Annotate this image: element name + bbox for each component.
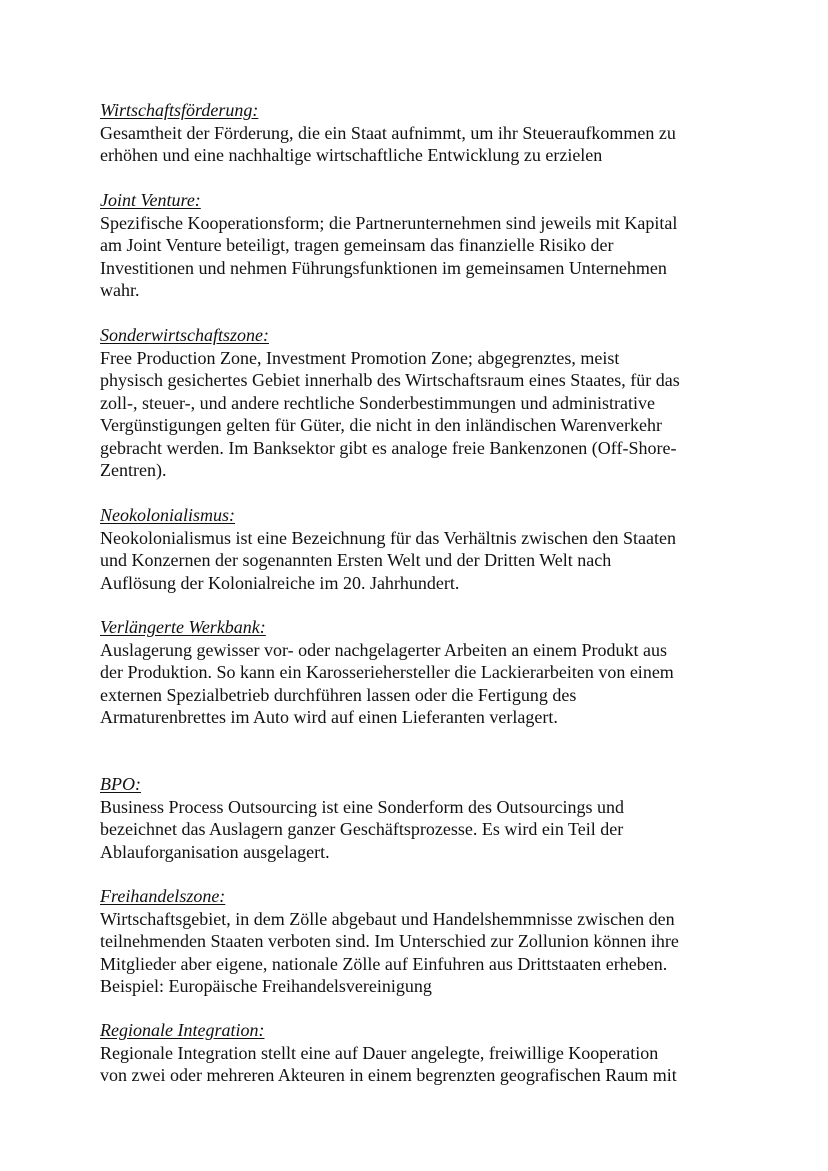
entry-line: externen Spezialbetrieb durchführen lassen oder die Fertigung des: [100, 684, 577, 705]
entry-line: am Joint Venture beteiligt, tragen gemeinsam das finanzielle Risiko der: [100, 235, 614, 255]
entry-line: erhöhen und eine nachhaltige wirtschaftliche Entwicklung zu erzielen: [100, 145, 603, 165]
entry-line: Mitglieder aber eigene, nationale Zölle auf Einfuhren aus Drittstaaten erheben.: [100, 953, 668, 974]
entry-line: der Produktion. So kann ein Karosseriehersteller die Lackierarbeiten von einem: [100, 662, 674, 682]
entry-line: Spezifische Kooperationsform; die Partnerunternehmen sind jeweils mit Kapital: [100, 212, 678, 233]
glossary-entry-freihandelszone: [100, 885, 740, 998]
entry-line: Regionale Integration stellt eine auf Dauer angelegte, freiwillige Kooperation: [100, 1042, 659, 1063]
entry-term: Wirtschaftsförderung:: [100, 100, 259, 120]
entry-line: Armaturenbrettes im Auto wird auf einen Lieferanten verlagert.: [100, 707, 558, 727]
entry-line: Auflösung der Kolonialreiche im 20. Jahrhundert.: [100, 572, 460, 593]
entry-line: Wirtschaftsgebiet, in dem Zölle abgebaut und Handelshemmnisse zwischen den: [100, 908, 675, 929]
entry-term: Sonderwirtschaftszone:: [100, 325, 269, 345]
entry-line: teilnehmenden Staaten verboten sind. Im Unterschied zur Zollunion können ihre: [100, 931, 679, 951]
glossary-entry-verlaengerte-werkbank: [100, 616, 740, 729]
entry-line: Beispiel: Europäische Freihandelsvereinigung: [100, 976, 432, 996]
glossary-entry-wirtschaftsfoerderung: [100, 99, 740, 167]
entry-line: Vergünstigungen gelten für Güter, die nicht in den inländischen Warenverkehr: [100, 415, 662, 435]
entry-line: Free Production Zone, Investment Promotion Zone; abgegrenztes, meist: [100, 347, 620, 368]
entry-term: Verlängerte Werkbank:: [100, 617, 266, 637]
entry-line: und Konzernen der sogenannten Ersten Welt und der Dritten Welt nach: [100, 550, 612, 570]
glossary-entry-bpo: [100, 773, 740, 863]
entry-line: Neokolonialismus ist eine Bezeichnung für das Verhältnis zwischen den Staaten: [100, 527, 677, 548]
entry-line: Investitionen und nehmen Führungsfunktionen im gemeinsamen Unternehmen: [100, 257, 667, 278]
entry-term: Freihandelszone:: [100, 886, 226, 906]
entry-term: Neokolonialismus:: [100, 505, 235, 525]
entry-line: Ablauforganisation ausgelagert.: [100, 841, 330, 862]
entry-line: Zentren).: [100, 460, 167, 480]
entry-line: physisch gesichertes Gebiet innerhalb des Wirtschaftsraum eines Staates, für das: [100, 370, 680, 390]
entry-line: wahr.: [100, 280, 140, 300]
entry-term: Joint Venture:: [100, 190, 201, 210]
entry-line: Auslagerung gewisser vor- oder nachgelagerter Arbeiten an einem Produkt aus: [100, 639, 667, 660]
glossary-entry-neokolonialismus: [100, 504, 740, 594]
entry-line: bezeichnet das Auslagern ganzer Geschäftsprozesse. Es wird ein Teil der: [100, 819, 624, 839]
glossary-entry-sonderwirtschaftszone: [100, 324, 740, 482]
entry-line: Business Process Outsourcing ist eine Sonderform des Outsourcings und: [100, 796, 624, 817]
entry-term: BPO:: [100, 774, 141, 794]
glossary-entry-joint-venture: [100, 189, 740, 302]
entry-line: zoll-, steuer-, und andere rechtliche Sonderbestimmungen und administrative: [100, 392, 655, 413]
entry-line: gebracht werden. Im Banksektor gibt es analoge freie Bankenzonen (Off-Shore-: [100, 437, 677, 458]
entry-term: Regionale Integration:: [100, 1020, 265, 1040]
glossary-entry-regionale-integration: [100, 1019, 740, 1087]
entry-line: von zwei oder mehreren Akteuren in einem begrenzten geografischen Raum mit: [100, 1065, 677, 1085]
entry-line: Gesamtheit der Förderung, die ein Staat aufnimmt, um ihr Steueraufkommen zu: [100, 122, 676, 143]
